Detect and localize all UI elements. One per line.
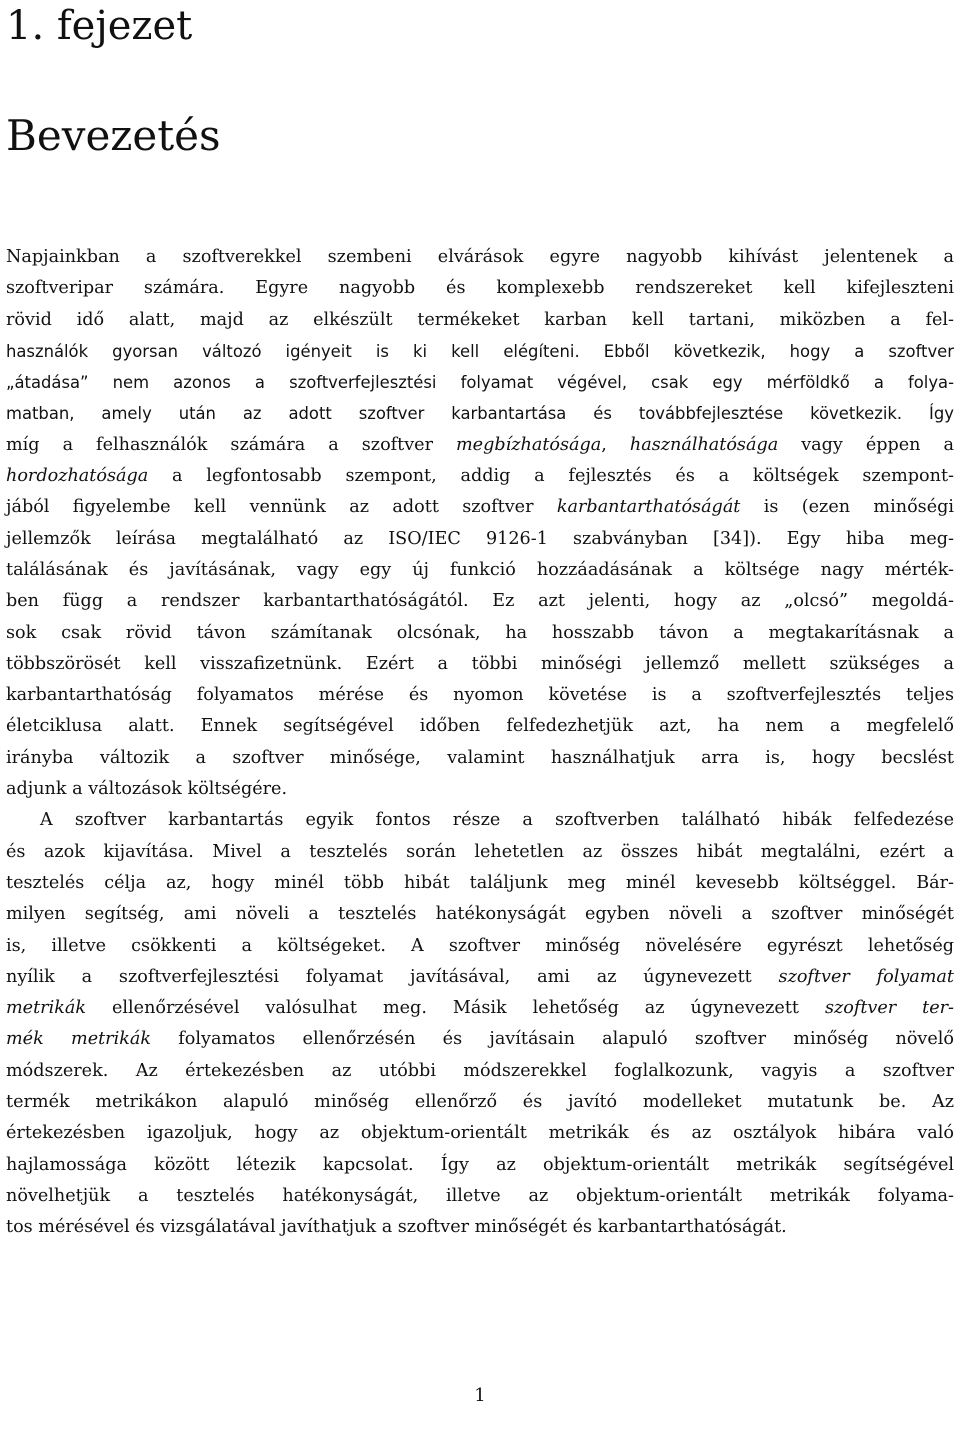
emphasized-term: karbantarthatóságát [556, 497, 741, 518]
text-segment: is, illetve csökkenti a költségeket. A szoftver minőség növelésére egyrészt lehetőség [6, 935, 954, 956]
text-segment: hajlamossága között létezik kapcsolat. Így az objektum-orientált metrikák segítségével [6, 1154, 954, 1175]
text-line [6, 1150, 954, 1181]
text-segment: irányba változik a szoftver minősége, valamint használhatjuk arra is, hogy becslést [6, 747, 954, 768]
text-segment: rövid idő alatt, majd az elkészült termékeket karban kell tartani, miközben a fel- [6, 309, 954, 330]
text-segment: ben függ a rendszer karbantarthatóságától. Ez azt jelenti, hogy az „olcsó” megoldá- [6, 591, 954, 612]
text-line [6, 555, 954, 586]
text-segment: folyamatos ellenőrzésén és javításain alapuló szoftver minőség növelő [151, 1029, 954, 1050]
text-segment: matban, amely után az adott szoftver karbantartása és továbbfejlesztése következik. Így [6, 404, 954, 424]
text-line [6, 336, 954, 367]
text-line [6, 743, 954, 774]
text-line [6, 899, 954, 930]
emphasized-term: mék metrikák [6, 1029, 152, 1050]
text-line [6, 1056, 954, 1087]
text-segment: jellemzők leírása megtalálható az ISO/IEC 9126-1 szabványban [34]). Egy hiba meg- [6, 528, 954, 549]
text-line [6, 868, 954, 899]
text-segment: Ebből következik, hogy a szoftver [579, 341, 954, 361]
text-segment: adjunk a változások költségére. [6, 779, 288, 800]
text-segment: tos mérésével és vizsgálatával javíthatjuk a szoftver minőségét és karbantarthatóságát. [6, 1217, 787, 1238]
text-segment: milyen segítség, ami növeli a tesztelés hatékonyságát egyben növeli a szoftver minőségét [6, 904, 954, 925]
text-segment: használók gyorsan változó igényeit is ki kell elégíteni. [6, 341, 580, 361]
text-segment: tesztelés célja az, hogy minél több hibát találjunk meg minél kevesebb költséggel. Bár- [6, 872, 954, 893]
text-line [6, 305, 954, 336]
emphasized-term: szoftver folyamat [778, 966, 954, 987]
text-segment: , [601, 434, 630, 455]
text-segment: szoftveripar számára. Egyre nagyobb és komplexebb rendszereket kell kifejleszteni [6, 278, 954, 299]
text-line [6, 1118, 954, 1149]
text-segment: a legfontosabb szempont, addig a fejlesztés és a költségek szempont- [148, 466, 954, 487]
page-number: 1 [474, 1385, 486, 1406]
text-line [6, 774, 954, 805]
emphasized-term: megbízhatósága [456, 434, 602, 455]
text-segment: míg a felhasználók számára a szoftver [6, 434, 456, 455]
text-segment: termék metrikákon alapuló minőség ellenőrző és javító modelleket mutatunk be. Az [6, 1092, 954, 1113]
text-line [6, 649, 954, 680]
text-line [6, 711, 954, 742]
chapter-title: Bevezetés [6, 111, 221, 160]
text-line [6, 242, 954, 273]
text-segment: is (ezen minőségi [740, 497, 954, 518]
text-line [6, 273, 954, 304]
emphasized-term: hordozhatósága [6, 466, 149, 487]
text-segment: életciklusa alatt. Ennek segítségével időben felfedezhetjük azt, ha nem a megfelelő [6, 716, 954, 737]
text-segment: módszerek. Az értekezésben az utóbbi módszerekkel foglalkozunk, vagyis a szoftver [6, 1060, 954, 1081]
text-segment: karbantarthatóság folyamatos mérése és nyomon követése is a szoftverfejlesztés teljes [6, 685, 954, 706]
text-line [6, 430, 954, 461]
emphasized-term: szoftver ter- [824, 998, 954, 1019]
text-segment: és azok kijavítása. Mivel a tesztelés során lehetetlen az összes hibát megtalálni, ezért a [6, 841, 954, 862]
text-segment: sok csak rövid távon számítanak olcsónak, ha hosszabb távon a megtakarításnak a [6, 622, 954, 643]
text-line [6, 618, 954, 649]
text-line [6, 461, 954, 492]
text-line [6, 367, 954, 398]
text-line [6, 805, 954, 836]
text-segment: értekezésben igazoljuk, hogy az objektum-orientált metrikák és az osztályok hibára való [6, 1123, 954, 1144]
text-segment: jából figyelembe kell vennünk az adott szoftver [6, 497, 557, 518]
text-line [6, 680, 954, 711]
text-segment: „átadása” nem azonos a szoftverfejlesztési folyamat végével, csak egy mérföldkő a folya- [6, 373, 954, 393]
text-segment: A szoftver karbantartás egyik fontos része a szoftverben található hibák felfedezése [40, 810, 954, 831]
text-segment: növelhetjük a tesztelés hatékonyságát, illetve az objektum-orientált metrikák folyama- [6, 1185, 954, 1206]
text-line [6, 1181, 954, 1212]
text-segment: találásának és javításának, vagy egy új funkció hozzáadásának a költsége nagy mérték- [6, 559, 954, 580]
text-line [6, 962, 954, 993]
text-segment: vagy éppen a [778, 434, 954, 455]
emphasized-term: metrikák [6, 998, 87, 1019]
text-line [6, 993, 954, 1024]
text-line [6, 398, 954, 429]
text-segment: ellenőrzésével valósulhat meg. Másik lehetőség az úgynevezett [86, 998, 825, 1019]
text-line [6, 1087, 954, 1118]
text-line [6, 524, 954, 555]
text-segment: nyílik a szoftverfejlesztési folyamat javításával, ami az úgynevezett [6, 966, 779, 987]
text-segment: Napjainkban a szoftverekkel szembeni elvárások egyre nagyobb kihívást jelentenek a [6, 247, 954, 267]
chapter-label: 1. fejezet [6, 3, 193, 49]
emphasized-term: használhatósága [629, 434, 779, 455]
text-line [6, 931, 954, 962]
body-text [6, 242, 954, 1244]
text-line [6, 1212, 954, 1243]
text-line [6, 1024, 954, 1055]
text-line [6, 586, 954, 617]
text-segment: többszörösét kell visszafizetnünk. Ezért a többi minőségi jellemző mellett szükséges a [6, 653, 954, 674]
text-line [6, 492, 954, 523]
text-line [6, 837, 954, 868]
